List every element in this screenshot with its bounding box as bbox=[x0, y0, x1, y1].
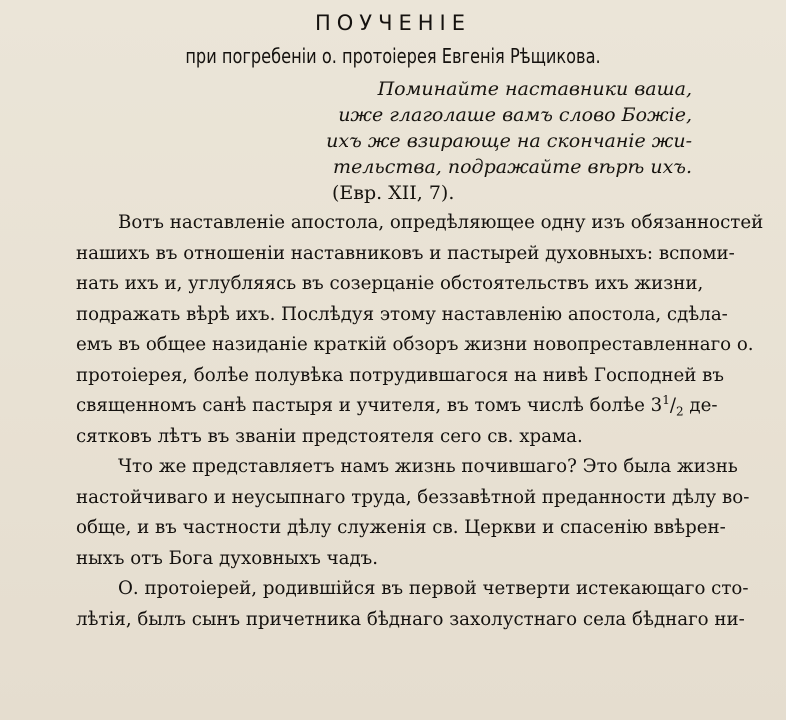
epigraph-line: Поминайте наставники ваша, bbox=[377, 78, 692, 100]
text-line: сятковъ лѣтъ въ званiи предстоятеля сего св. храма. bbox=[76, 425, 583, 447]
text-line: протоiерея, болѣе полувѣка потрудившагося на нивѣ Господней въ bbox=[76, 364, 724, 386]
sermon-body bbox=[76, 208, 764, 635]
text-line: подражать вѣрѣ ихъ. Послѣдуя этому наставленiю апостола, сдѣла- bbox=[76, 303, 728, 325]
text-line: Что же представляетъ намъ жизнь почившаго? Это была жизнь bbox=[118, 456, 738, 477]
text-line: Вотъ наставленiе апостола, опредѣляющее одну изъ обязанностей bbox=[118, 212, 764, 233]
epigraph-reference: (Евр. XII, 7). bbox=[332, 182, 455, 204]
epigraph-line: иже глаголаше вамъ слово Божiе, bbox=[338, 104, 692, 126]
page-title: ПОУЧЕНIЕ bbox=[314, 11, 472, 35]
text-line: ныхъ отъ Бога духовныхъ чадъ. bbox=[76, 547, 379, 569]
text-line: лѣтiя, былъ сынъ причетника бѣднаго захолустнаго села бѣднаго ни- bbox=[76, 608, 745, 630]
epigraph bbox=[312, 76, 692, 206]
epigraph-line: тельства, подражайте вѣрѣ ихъ. bbox=[333, 156, 692, 178]
text-line: нать ихъ и, углубляясь въ созерцанiе обстоятельствъ ихъ жизни, bbox=[76, 273, 704, 294]
text-line: обще, и въ частности дѣлу служенiя св. Церкви и спасенiю ввѣрен- bbox=[76, 517, 726, 538]
fraction-slash: / bbox=[669, 395, 676, 416]
page-subtitle: при погребенiи о. протоiерея Евгенiя Рѣщикова. bbox=[185, 44, 601, 68]
text-fragment: де- bbox=[683, 395, 718, 416]
text-line: емъ въ общее назиданiе краткiй обзоръ жизни новопреставленнаго о. bbox=[76, 334, 754, 355]
fraction-denominator: 2 bbox=[675, 404, 684, 419]
text-line: настойчиваго и неусыпнаго труда, беззавѣтной преданности дѣлу во- bbox=[76, 486, 750, 508]
text-fragment: священномъ санѣ пастыря и учителя, въ томъ числѣ болѣе 3 bbox=[76, 395, 663, 416]
text-line: нашихъ въ отношенiи наставниковъ и пастырей духовныхъ: вспоми- bbox=[76, 242, 735, 264]
epigraph-line: ихъ же взирающе на скончанiе жи- bbox=[326, 130, 692, 152]
text-line: О. протоiерей, родившiйся въ первой четверти истекающаго сто- bbox=[118, 578, 749, 599]
text-line-fraction bbox=[76, 391, 718, 422]
fraction-numerator: 1 bbox=[662, 392, 670, 407]
